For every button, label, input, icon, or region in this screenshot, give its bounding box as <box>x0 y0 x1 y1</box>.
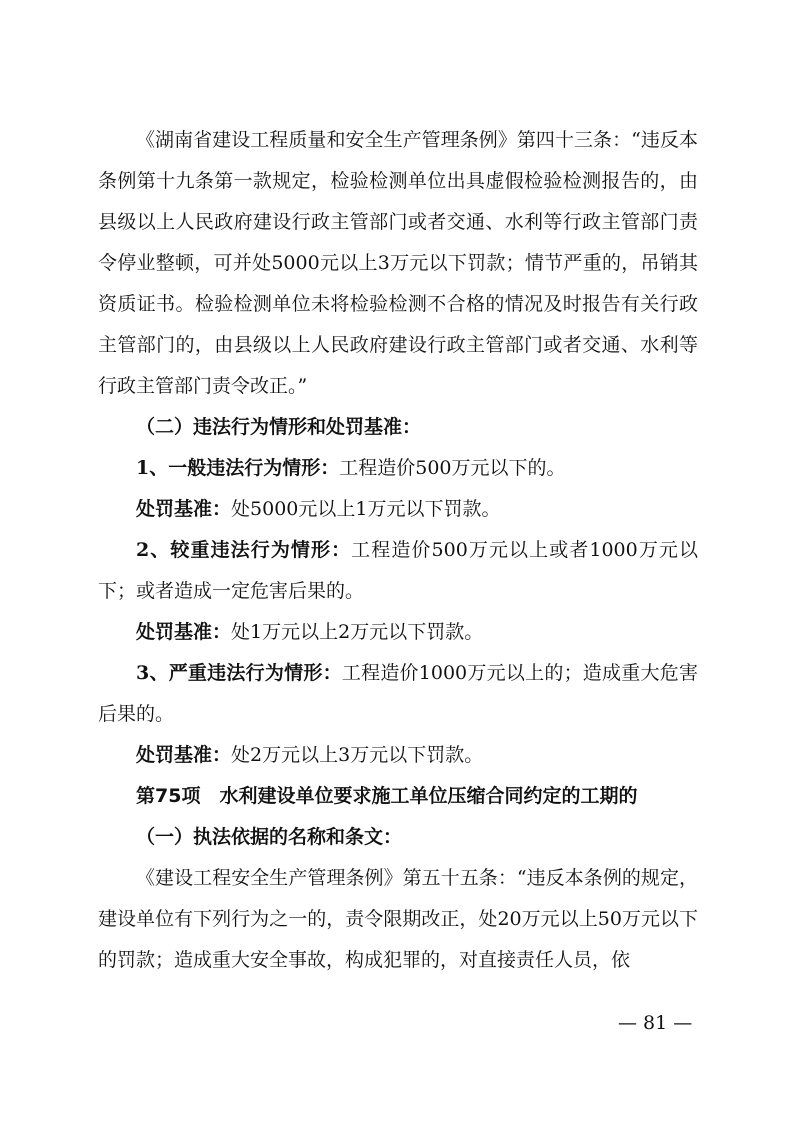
penalty-text: 处1万元以上2万元以下罚款。 <box>231 621 484 643</box>
paragraph-regulation-43: 《湖南省建设工程质量和安全生产管理条例》第四十三条：“违反本条例第十九条第一款规定，检验检测单位出具虚假检验检测报告的，由县级以上人民政府建设行政主管部门或者交通、水利等行政主管部门责令停业整顿，可并处5000元以上3万元以下罚款；情节严重的，吊销其资质证书。检验检测单位未将检验检测不合格的情况及时报告有关行政主管部门的，由县级以上人民政府建设行政主管部门或者交通、水利等行政主管部门责令改正。” <box>98 129 698 397</box>
penalty-label: 处罚基准： <box>136 498 232 520</box>
heading-violation-criteria: （二）违法行为情形和处罚基准： <box>136 416 422 438</box>
paragraph-regulation-55: 《建设工程安全生产管理条例》第五十五条：“违反本条例的规定，建设单位有下列行为之一的，责令限期改正，处20万元以上50万元以下的罚款；造成重大安全事故，构成犯罪的，对直接责任人员，依 <box>98 867 698 971</box>
item-serious-penalty <box>98 612 698 653</box>
item-general-violation <box>98 448 698 489</box>
item-severe-label: 3、严重违法行为情形： <box>136 662 342 684</box>
item-serious-label: 2、较重违法行为情形： <box>136 539 352 561</box>
item-general-label: 1、一般违法行为情形： <box>136 457 340 479</box>
item-general-penalty <box>98 489 698 530</box>
page-number: — 81 — <box>618 1012 693 1034</box>
item-75-title: 第75项 水利建设单位要求施工单位压缩合同约定的工期的 <box>136 785 638 807</box>
item-severe-text: 工程造价1000万元以上的；造成重大危害后果的。 <box>98 662 698 725</box>
heading-legal-basis: （一）执法依据的名称和条文： <box>136 826 403 848</box>
penalty-label: 处罚基准： <box>136 744 232 766</box>
penalty-label: 处罚基准： <box>136 621 232 643</box>
penalty-text: 处5000元以上1万元以下罚款。 <box>231 498 501 520</box>
item-serious-text: 工程造价500万元以上或者1000万元以下；或者造成一定危害后果的。 <box>98 539 698 602</box>
penalty-text: 处2万元以上3万元以下罚款。 <box>231 744 484 766</box>
item-severe-penalty <box>98 735 698 776</box>
item-severe-violation <box>98 653 698 735</box>
page-content <box>98 120 698 981</box>
item-serious-violation <box>98 530 698 612</box>
item-general-text: 工程造价500万元以下的。 <box>339 457 566 479</box>
